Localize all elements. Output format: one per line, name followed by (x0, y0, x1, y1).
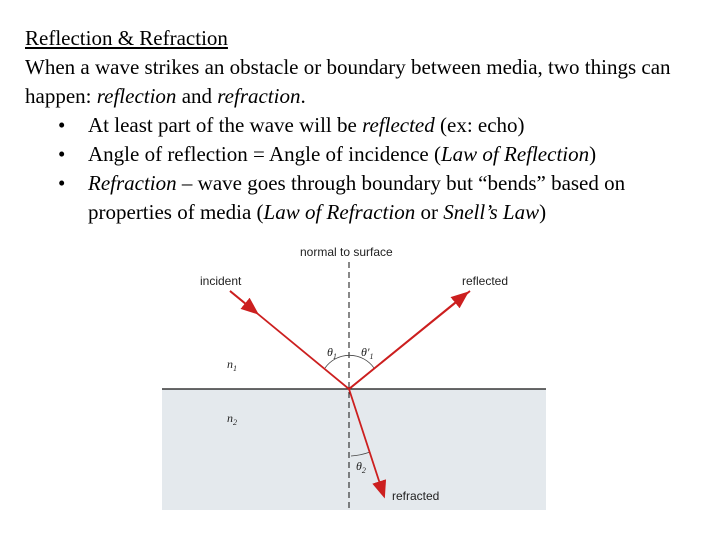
intro-text: . (300, 84, 306, 108)
bullet-emphasis: reflected (362, 113, 435, 137)
bullet-text: (ex: echo) (434, 113, 525, 137)
refracted-label: refracted (392, 489, 440, 503)
bullet-text: At least part of the wave will be (88, 113, 363, 137)
intro-text: When a wave strikes an obstacle or boundary between media, two things can happen: (25, 55, 671, 108)
reflected-label: reflected (462, 274, 509, 288)
bullet-text: ) (589, 142, 597, 166)
normal-label: normal to surface (300, 245, 393, 259)
reflected-ray-tail (349, 291, 470, 389)
theta2-label: $\theta_2$ (356, 459, 366, 475)
bullet-emphasis: Refraction (88, 171, 177, 195)
bullet-emphasis: Law of Reflection (440, 142, 590, 166)
bullet-emphasis: Law of Refraction (263, 200, 416, 224)
n2-label: $n_2$ (227, 411, 237, 427)
intro-emphasis: reflection (96, 84, 177, 108)
slide-title: Reflection & Refraction (25, 26, 228, 50)
theta1-label: $\theta_1$ (327, 345, 337, 361)
bullet-text: Angle of reflection = Angle of incidence ( (88, 142, 441, 166)
bullet-text: or (415, 200, 444, 224)
incident-arrow-icon (230, 291, 252, 309)
bullet-text: ) (539, 200, 547, 224)
theta1-prime-label: $\theta'_1$ (361, 345, 374, 361)
intro-text: and (176, 84, 218, 108)
incident-label: incident (200, 274, 242, 288)
intro-emphasis: refraction (217, 84, 301, 108)
bullet-emphasis: Snell’s Law (443, 200, 540, 224)
n1-label: $n_1$ (227, 357, 237, 373)
bullet-text: – wave goes through boundary but “bends” based on properties of media ( (88, 171, 626, 224)
